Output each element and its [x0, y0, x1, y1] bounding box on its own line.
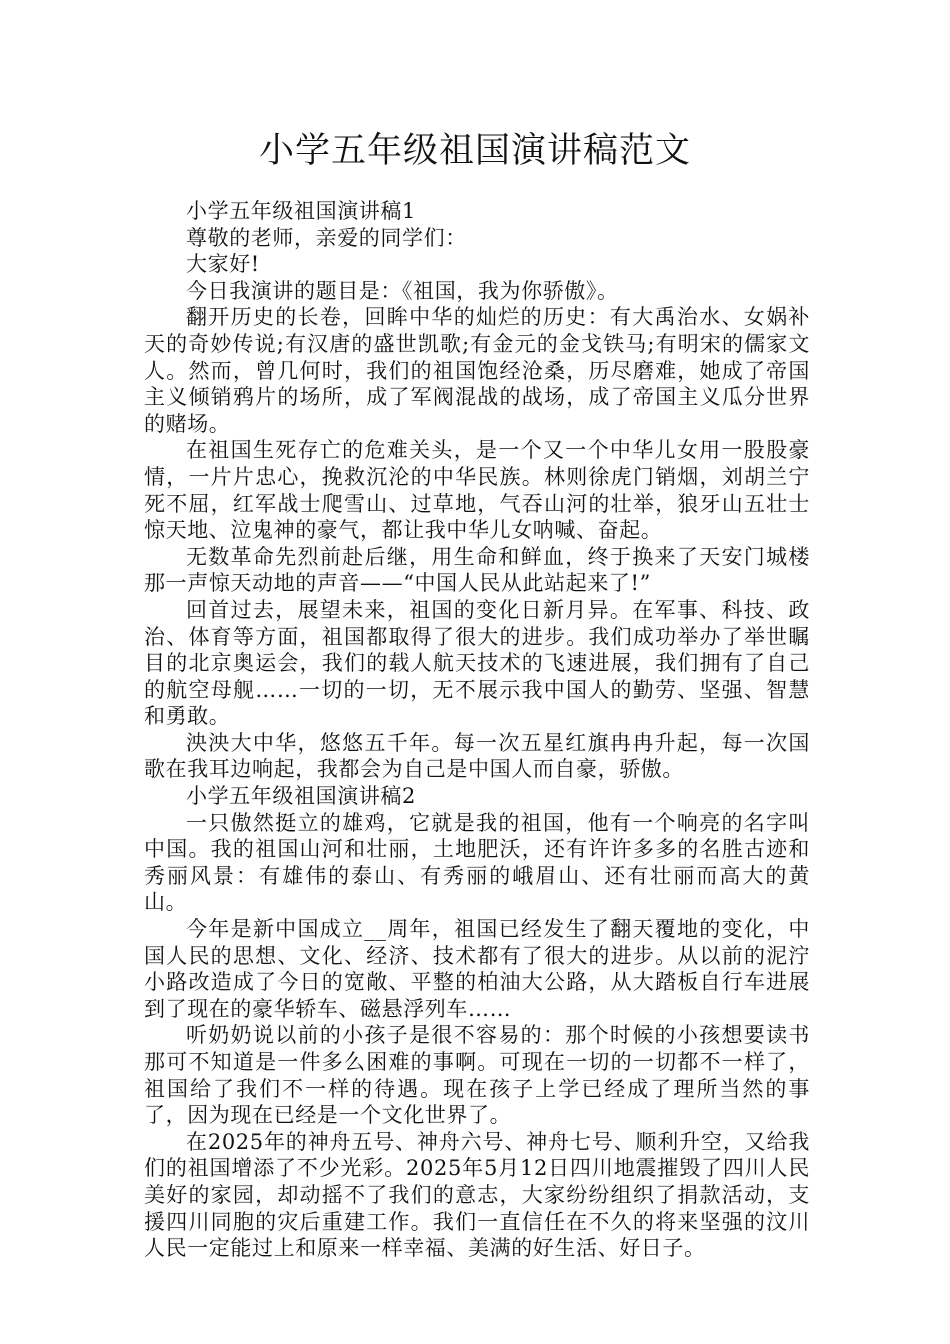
paragraph-speech-1-heading: 小学五年级祖国演讲稿1 [186, 199, 416, 223]
paragraph-greeting: 尊敬的老师，亲爱的同学们： [186, 225, 467, 250]
paragraph-topic: 今日我演讲的题目是：《祖国，我为你骄傲》。 [186, 278, 619, 303]
paragraph-shenzhou: 在2025年的神舟五号、神舟六号、神舟七号、顺利升空，又给我们的祖国增添了不少光彩。2025年5月12日四川地震摧毁了四川人民美好的家园，却动摇不了我们的意志，大家纷纷组织了捐款活动，支援四川同胞的灾后重建工作。我们一直信任在不久的将来坚强的汶川人民一定能过上和原来一样幸福、美满的好生活、好日子。 [144, 1129, 810, 1261]
paragraph-hello: 大家好! [186, 252, 260, 277]
paragraph-anniversary: 今年是新中国成立__周年，祖国已经发生了翻天覆地的变化，中国人民的思想、文化、经济、技术都有了很大的进步。从以前的泥泞小路改造成了今日的宽敞、平整的柏油大公路，从大踏板自行车进展到了现在的豪华轿车、磁悬浮列车…… [144, 917, 810, 1021]
document-title: 小学五年级祖国演讲稿范文 [258, 131, 691, 171]
document-body [144, 198, 810, 1262]
paragraph-progress: 回首过去，展望未来，祖国的变化日新月异。在军事、科技、政治、体育等方面，祖国都取得了很大的进步。我们成功举办了举世瞩目的北京奥运会，我们的载人航天技术的飞速进展，我们拥有了自己的航空母舰……一切的一切，无不展示我中国人的勤劳、坚强、智慧和勇敢。 [144, 597, 810, 729]
paragraph-pride: 泱泱大中华，悠悠五千年。每一次五星红旗冉冉升起，每一次国歌在我耳边响起，我都会为自己是中国人而自豪，骄傲。 [144, 730, 810, 782]
paragraph-crisis: 在祖国生死存亡的危难关头，是一个又一个中华儿女用一股股豪情，一片片忠心，挽救沉沦的中华民族。林则徐虎门销烟，刘胡兰宁死不屈，红军战士爬雪山、过草地，气吞山河的壮举，狼牙山五壮士惊天地、泣鬼神的豪气，都让我中华儿女呐喊、奋起。 [144, 438, 810, 543]
paragraph-rooster: 一只傲然挺立的雄鸡，它就是我的祖国，他有一个响亮的名字叫中国。我的祖国山河和壮丽，土地肥沃，还有许许多多的名胜古迹和秀丽风景：有雄伟的泰山、有秀丽的峨眉山、还有壮丽而高大的黄山。 [144, 810, 810, 915]
paragraph-revolution: 无数革命先烈前赴后继，用生命和鲜血，终于换来了天安门城楼那一声惊天动地的声音——“中国人民从此站起来了!” [144, 544, 810, 596]
paragraph-speech-2-heading: 小学五年级祖国演讲稿2 [186, 784, 416, 809]
paragraph-history: 翻开历史的长卷，回眸中华的灿烂的历史：有大禹治水、女娲补天的奇妙传说;有汉唐的盛世凯歌;有金元的金戈铁马;有明宋的儒家文人。然而，曾几何时，我们的祖国饱经沧桑，历尽磨难，她成了帝国主义倾销鸦片的场所，成了军阀混战的战场，成了帝国主义瓜分世界的赌场。 [144, 305, 810, 436]
paragraph-grandma: 听奶奶说以前的小孩子是很不容易的：那个时候的小孩想要读书那可不知道是一件多么困难的事啊。可现在一切的一切都不一样了，祖国给了我们不一样的待遇。现在孩子上学已经成了理所当然的事了，因为现在已经是一个文化世界了。 [144, 1023, 810, 1128]
